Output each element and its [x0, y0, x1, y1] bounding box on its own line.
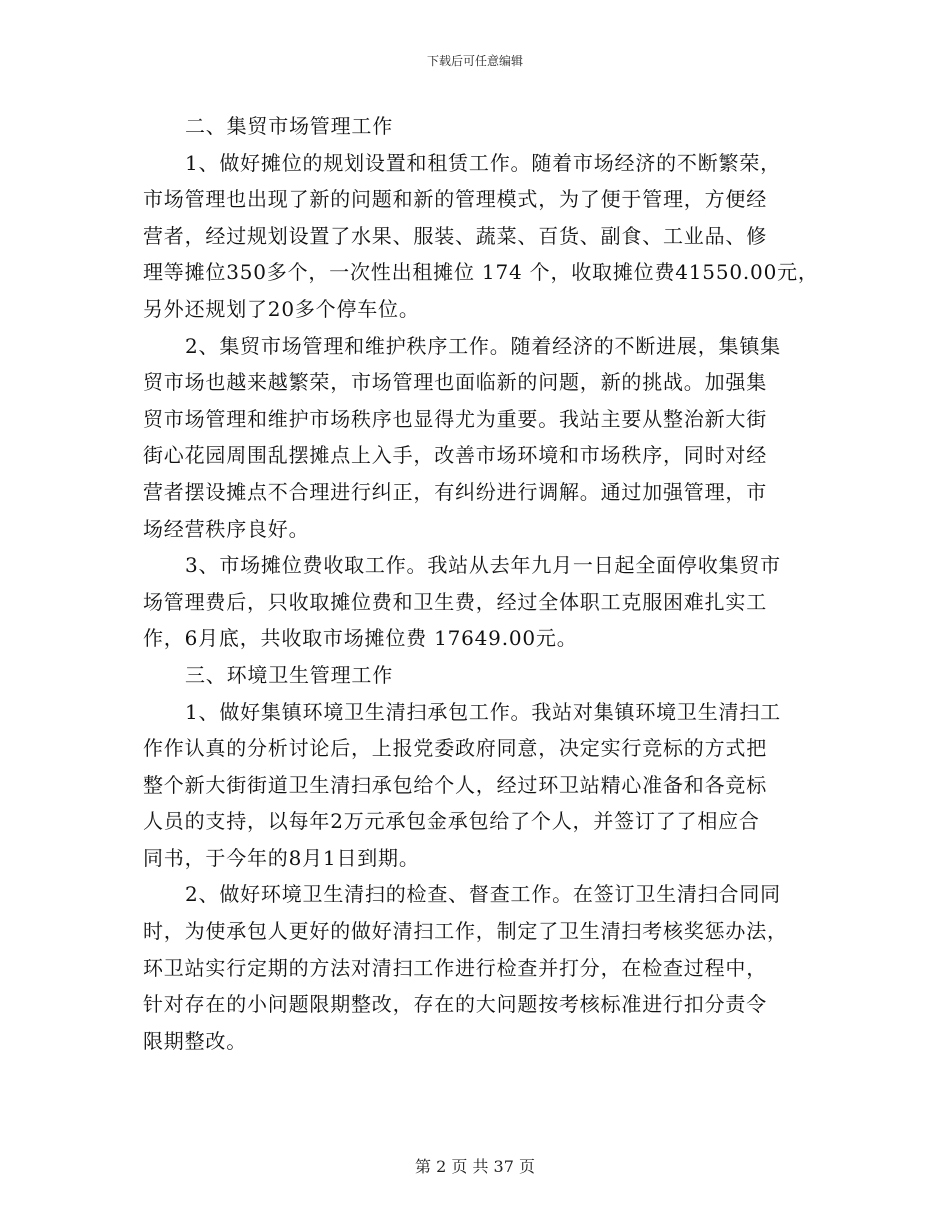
text-line: 限期整改。: [143, 1028, 247, 1053]
text-line: 二、集贸市场管理工作: [185, 114, 393, 138]
text-line: 整个新大街街道卫生清扫承包给个人，经过环卫站精心准备和各竞标: [143, 772, 767, 797]
text-line: 三、环境卫生管理工作: [185, 662, 393, 687]
text-line: 营者摆设摊点不合理进行纠正，有纠纷进行调解。通过加强管理，市: [143, 479, 767, 504]
page-header: 下载后可任意编辑: [426, 54, 523, 68]
text-line: 环卫站实行定期的方法对清扫工作进行检查并打分，在检查过程中，: [143, 955, 767, 980]
text-line: 贸市场也越来越繁荣，市场管理也面临新的问题，新的挑战。加强集: [143, 370, 767, 395]
text-line: 营者，经过规划设置了水果、服装、蔬菜、百货、副食、工业品、修: [143, 223, 767, 248]
text-line: 理等摊位350多个，一次性出租摊位 174 个，收取摊位费41550.00元，: [143, 260, 819, 285]
text-line: 另外还规划了20多个停车位。: [143, 296, 420, 321]
text-line: 场经营秩序良好。: [143, 516, 310, 541]
text-line: 同书，于今年的8月1日到期。: [143, 845, 420, 870]
text-line: 针对存在的小问题限期整改，存在的大问题按考核标准进行扣分责令: [143, 992, 767, 1017]
page-footer: 第 2 页 共 37 页: [415, 1157, 535, 1176]
text-line: 街心花园周围乱摆摊点上入手，改善市场环境和市场秩序，同时对经: [143, 443, 767, 468]
text-line: 1、做好集镇环境卫生清扫承包工作。我站对集镇环境卫生清扫工: [185, 699, 781, 724]
text-line: 3、市场摊位费收取工作。我站从去年九月一日起全面停收集贸市: [185, 553, 781, 578]
text-line: 场管理费后，只收取摊位费和卫生费，经过全体职工克服困难扎实工: [143, 589, 767, 614]
text-line: 时，为使承包人更好的做好清扫工作，制定了卫生清扫考核奖惩办法，: [143, 919, 788, 944]
document-body: [143, 108, 819, 1059]
text-line: 贸市场管理和维护市场秩序也显得尤为重要。我站主要从整治新大街: [143, 406, 767, 431]
text-line: 作作认真的分析讨论后，上报党委政府同意，决定实行竞标的方式把: [143, 736, 767, 761]
text-line: 人员的支持，以每年2万元承包金承包给了个人，并签订了了相应合: [143, 809, 760, 834]
text-line: 2、集贸市场管理和维护秩序工作。随着经济的不断进展，集镇集: [185, 333, 781, 358]
text-line: 市场管理也出现了新的问题和新的管理模式，为了便于管理，方便经: [143, 187, 767, 212]
text-line: 2、做好环境卫生清扫的检查、督查工作。在签订卫生清扫合同同: [185, 882, 781, 907]
text-line: 作，6月底，共收取市场摊位费 17649.00元。: [143, 626, 578, 651]
text-line: 1、做好摊位的规划设置和租赁工作。随着市场经济的不断繁荣，: [185, 150, 781, 175]
